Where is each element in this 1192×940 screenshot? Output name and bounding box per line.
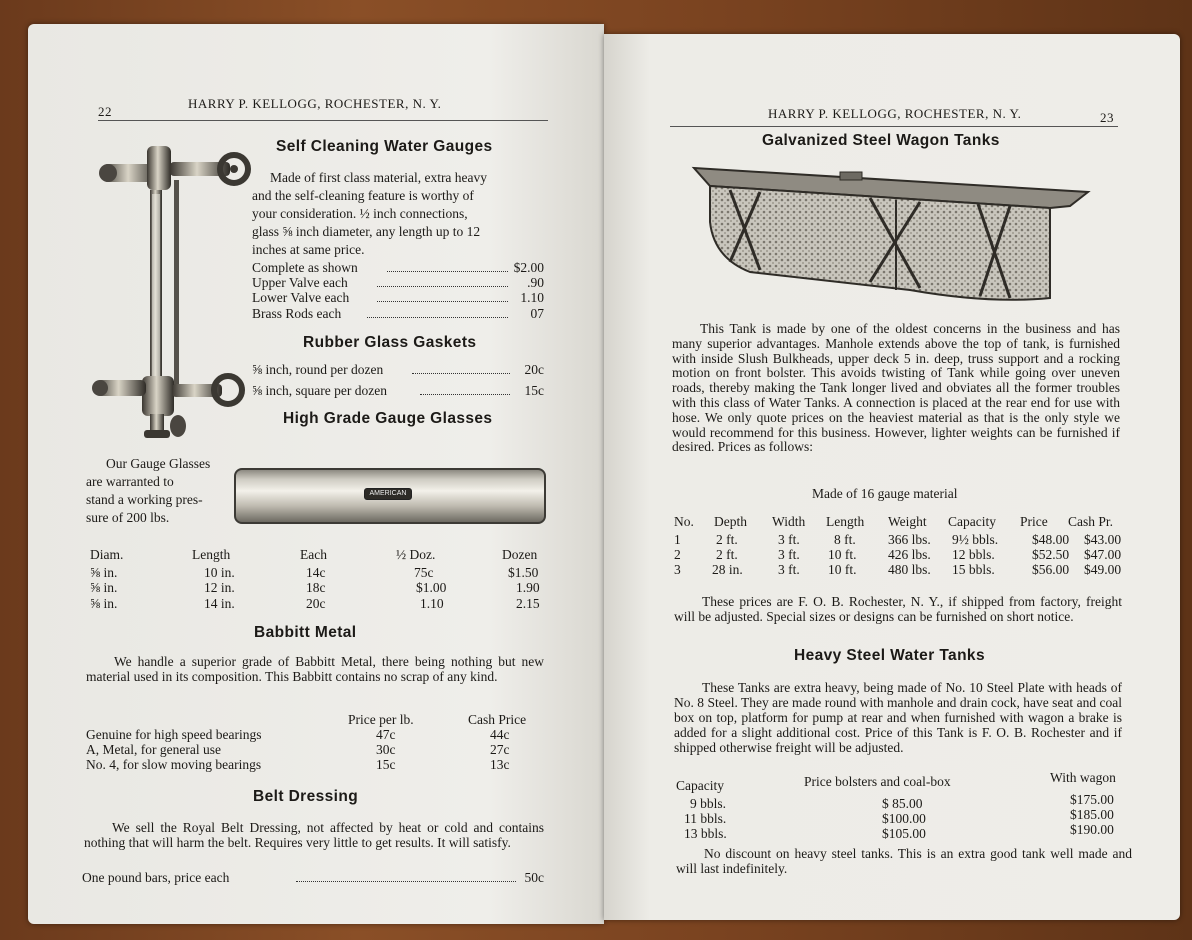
table-cell: A, Metal, for general use	[86, 742, 221, 757]
gauge-price-row	[252, 290, 544, 305]
table-cell: $190.00	[1070, 822, 1114, 837]
water-gauge-illustration	[92, 136, 252, 441]
table-cell: 11 bbls.	[684, 811, 727, 826]
table-cell: $ 85.00	[882, 796, 923, 811]
gauge-price-row	[252, 275, 544, 290]
belt-desc: We sell the Royal Belt Dressing, not affected by heat or cold and contains nothing that will harm the belt. Requires very little to get results. It will satisfy.	[84, 820, 544, 850]
table-cell: $100.00	[882, 811, 926, 826]
left-page-header: HARRY P. KELLOGG, ROCHESTER, N. Y.	[188, 96, 442, 111]
heavy-note: No discount on heavy steel tanks. This is an extra good tank well made and will last indefinitely.	[676, 846, 1132, 876]
gauge-price: 1.10	[520, 290, 544, 305]
gasket-row	[252, 362, 544, 377]
col-header: Capacity	[676, 778, 724, 793]
table-cell: $47.00	[1084, 547, 1122, 562]
gasket-price: 20c	[524, 362, 544, 377]
col-header: Length	[192, 547, 231, 562]
table-cell: 20c	[306, 596, 326, 611]
table-cell: 2 ft.	[716, 532, 738, 547]
table-cell: 9 bbls.	[690, 796, 727, 811]
table-cell: 10 ft.	[828, 547, 857, 562]
col-header: Price	[1020, 514, 1048, 529]
right-page	[604, 34, 1180, 920]
glasses-title: High Grade Gauge Glasses	[283, 410, 493, 427]
belt-title: Belt Dressing	[253, 788, 359, 805]
gauge-price-row	[252, 306, 544, 321]
col-header: Depth	[714, 514, 747, 529]
table-cell: 15 bbls.	[952, 562, 995, 577]
table-cell: 2	[674, 547, 681, 562]
gaskets-title: Rubber Glass Gaskets	[303, 334, 477, 351]
babbitt-title: Babbitt Metal	[254, 624, 357, 641]
table-cell: 1.10	[420, 596, 444, 611]
gauge-glass-illustration	[234, 468, 546, 524]
wagon-tank-illustration	[690, 162, 1092, 310]
gauge-price-label: Lower Valve each	[252, 290, 350, 305]
gauges-desc-line: and the self-cleaning feature is worthy of	[252, 188, 474, 203]
col-header: With wagon	[1050, 770, 1116, 785]
table-cell: 10 ft.	[828, 562, 857, 577]
heavy-title: Heavy Steel Water Tanks	[794, 647, 985, 664]
table-cell: 13c	[490, 757, 510, 772]
table-cell: 8 ft.	[834, 532, 856, 547]
table-cell: $1.00	[416, 580, 447, 595]
header-rule	[98, 120, 548, 121]
table-cell: No. 4, for slow moving bearings	[86, 757, 262, 772]
gasket-label: ⅝ inch, square per dozen	[252, 383, 387, 398]
table-cell: 28 in.	[712, 562, 743, 577]
table-cell: $52.50	[1032, 547, 1070, 562]
table-cell: ⅝ in.	[90, 580, 118, 595]
belt-price-row	[82, 870, 544, 885]
table-cell: 3 ft.	[778, 562, 800, 577]
gauges-desc-line: inches at same price.	[252, 242, 365, 257]
table-cell: 47c	[376, 727, 396, 742]
table-cell: 27c	[490, 742, 510, 757]
table-cell: Genuine for high speed bearings	[86, 727, 262, 742]
table-cell: ⅝ in.	[90, 596, 118, 611]
col-header: Diam.	[90, 547, 124, 562]
table-cell: 12 bbls.	[952, 547, 995, 562]
glasses-desc-line: Our Gauge Glasses	[106, 456, 211, 471]
gauge-price-label: Complete as shown	[252, 260, 358, 275]
col-header: Each	[300, 547, 327, 562]
table-cell: 10 in.	[204, 565, 235, 580]
table-cell: 30c	[376, 742, 396, 757]
col-header: Length	[826, 514, 865, 529]
glasses-desc-line: are warranted to	[86, 474, 174, 489]
table-cell: 44c	[490, 727, 510, 742]
gauges-desc-line: Made of first class material, extra heavy	[270, 170, 488, 185]
table-cell: 3 ft.	[778, 547, 800, 562]
table-cell: 14c	[306, 565, 326, 580]
col-header: No.	[674, 514, 694, 529]
wagon-note: These prices are F. O. B. Rochester, N. Y., if shipped from factory, freight will be adjusted. Special sizes or designs can be furnished on short notice.	[674, 594, 1122, 624]
gauge-price-label: Brass Rods each	[252, 306, 342, 321]
col-header: Price bolsters and coal-box	[804, 774, 951, 789]
american-brand-label: AMERICAN	[364, 488, 412, 500]
table-cell: 366 lbs.	[888, 532, 931, 547]
glasses-desc-line: stand a working pres-	[86, 492, 203, 507]
table-cell: 2 ft.	[716, 547, 738, 562]
right-page-header: HARRY P. KELLOGG, ROCHESTER, N. Y.	[768, 106, 1022, 121]
col-header: Dozen	[502, 547, 538, 562]
table-cell: $105.00	[882, 826, 926, 841]
col-header: Weight	[888, 514, 927, 529]
table-cell: $185.00	[1070, 807, 1114, 822]
col-header: Price per lb.	[348, 712, 414, 727]
table-cell: 1	[674, 532, 681, 547]
table-cell: 14 in.	[204, 596, 235, 611]
glasses-desc-line: sure of 200 lbs.	[86, 510, 170, 525]
wagon-material: Made of 16 gauge material	[812, 486, 958, 501]
table-cell: 12 in.	[204, 580, 235, 595]
table-cell: 75c	[414, 565, 434, 580]
table-cell: $1.50	[508, 565, 539, 580]
wagon-desc: This Tank is made by one of the oldest concerns in the business and has many superior advantages. Manhole extends above the top of tank, is furnished with inside Slush Bulkheads, upper deck 5 in. deep, truss support and a rocking motion on front bolster. This avoids twisting of Tank while going over uneven roads, thereby making the Tank longer lived and obviates all the former troubles with this class of Water Tanks. A connection is placed at the rear end for use with hose. We only quote prices on the heaviest material as that is the only style we would recommend for this business. However, lighter weights can be furnished if desired. Prices as follows:	[672, 321, 1120, 455]
gasket-price: 15c	[524, 383, 544, 398]
table-cell: ⅝ in.	[90, 565, 118, 580]
col-header: Cash Pr.	[1068, 514, 1114, 529]
gauge-price-row	[252, 260, 544, 275]
right-page-number: 23	[1100, 110, 1114, 125]
table-cell: 480 lbs.	[888, 562, 931, 577]
belt-price: 50c	[524, 870, 544, 885]
table-cell: 18c	[306, 580, 326, 595]
table-cell: 9½ bbls.	[952, 532, 999, 547]
table-cell: 13 bbls.	[684, 826, 727, 841]
gauge-price-label: Upper Valve each	[252, 275, 348, 290]
gauges-title: Self Cleaning Water Gauges	[276, 138, 493, 155]
gasket-row	[252, 383, 544, 398]
gauges-desc-line: your consideration. ½ inch connections,	[252, 206, 468, 221]
left-page	[28, 24, 604, 924]
gauge-price: .90	[527, 275, 544, 290]
table-cell: 3 ft.	[778, 532, 800, 547]
table-cell: $48.00	[1032, 532, 1070, 547]
table-cell: $49.00	[1084, 562, 1122, 577]
gauge-price: 07	[530, 306, 544, 321]
table-cell: $56.00	[1032, 562, 1070, 577]
belt-price-label: One pound bars, price each	[82, 870, 230, 885]
table-cell: $43.00	[1084, 532, 1122, 547]
left-page-number: 22	[98, 104, 112, 119]
table-cell: 2.15	[516, 596, 540, 611]
babbitt-desc: We handle a superior grade of Babbitt Metal, there being nothing but new material used in its composition. This Babbitt contains no scrap of any kind.	[86, 654, 544, 684]
header-rule	[670, 126, 1118, 127]
heavy-desc: These Tanks are extra heavy, being made of No. 10 Steel Plate with heads of No. 8 Steel. They are made round with manhole and drain cock, have seat and coal box on top, platform for pump at rear and when furnished with wagon a brake is added for a slight additional cost. Price of this Tank is F. O. B. Rochester and if shipped otherwise freight will be adjusted.	[674, 680, 1122, 755]
col-header: Width	[772, 514, 806, 529]
wagon-title: Galvanized Steel Wagon Tanks	[762, 132, 1000, 149]
gauge-price: $2.00	[513, 260, 544, 275]
gauges-desc-line: glass ⅝ inch diameter, any length up to 12	[252, 224, 481, 239]
col-header: Capacity	[948, 514, 996, 529]
table-cell: 1.90	[516, 580, 540, 595]
table-cell: $175.00	[1070, 792, 1114, 807]
table-cell: 426 lbs.	[888, 547, 931, 562]
col-header: Cash Price	[468, 712, 527, 727]
gasket-label: ⅝ inch, round per dozen	[252, 362, 384, 377]
table-cell: 15c	[376, 757, 396, 772]
table-cell: 3	[674, 562, 681, 577]
col-header: ½ Doz.	[396, 547, 436, 562]
